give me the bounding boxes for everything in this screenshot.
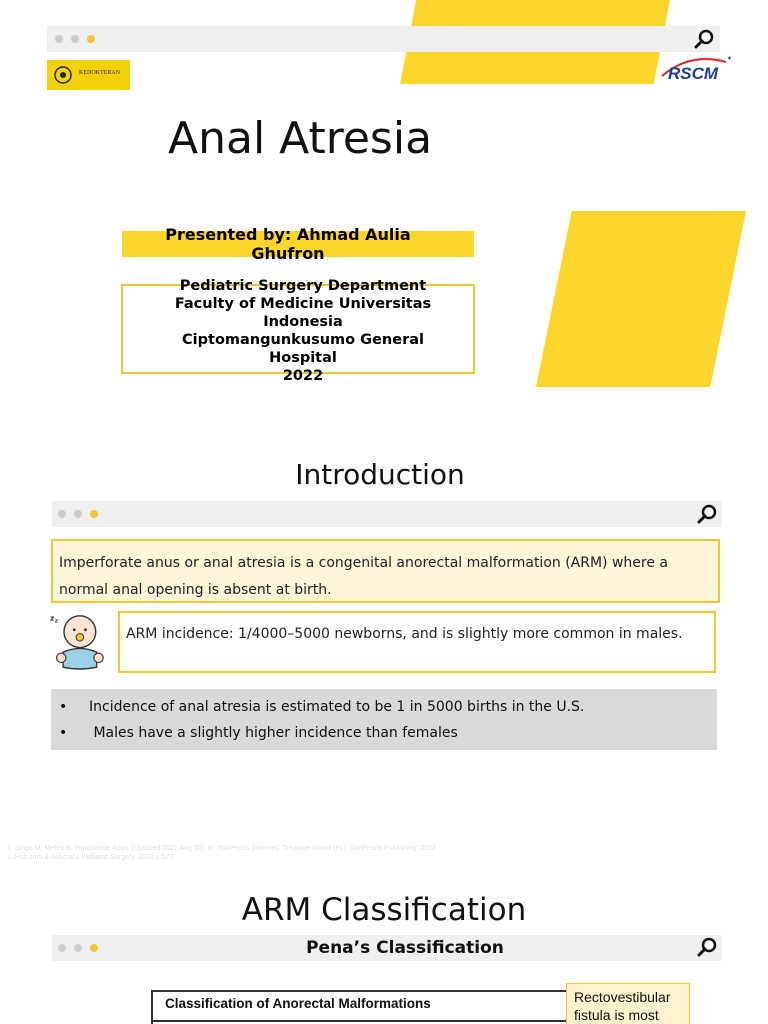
affiliation-line: Pediatric Surgery Department [179,278,427,294]
reference-line: 1. Singh M, Mehra K. Imperforate Anus. [Updated 2021 Aug 30]. In: StatPearls [Internet]. Treasure Island (FL): StatPearls Publishing; 2022 [7,845,436,852]
affiliation-text [160,277,446,385]
rscm-logo [656,54,736,88]
search-icon [696,503,718,525]
table-title: Classification of Anorectal Malformations [165,996,431,1011]
rscm-logo-text: RSCM [668,64,719,83]
window-dot-icon [71,35,79,43]
bullet-text: Incidence of anal atresia is estimated to be 1 in 5000 births in the U.S. [89,699,585,715]
browser-bar [47,26,720,52]
university-seal-icon [53,65,73,85]
slide-classification [0,868,768,1024]
window-dot-icon [74,510,82,518]
presenter-name: Presented by: Ahmad Aulia Ghufron [165,225,411,263]
classification-heading: ARM Classification [241,892,527,928]
decor-parallelogram-right [536,211,746,387]
affiliation-line: Ciptomangunkusumo General Hospital [182,332,424,366]
baby-icon [50,609,106,673]
introduction-heading: Introduction [295,458,465,491]
bullet-list [53,694,713,746]
window-dot-icon [58,510,66,518]
incidence-text: ARM incidence: 1/4000–5000 newborns, and is slightly more common in males. [126,626,683,642]
logo-text: KEDOKTERAN [79,70,120,76]
window-dot-icon [90,510,98,518]
svg-text:z: z [54,618,58,625]
classification-table [151,990,569,1024]
browser-bar [52,501,722,527]
classification-subheading: Pena’s Classification [306,938,504,958]
search-icon [693,28,715,50]
slide-introduction [0,432,768,838]
fk-logo [47,60,130,90]
callout-text: Rectovestibular fistula is most [574,989,671,1023]
slide-title-text: Anal Atresia [168,113,433,164]
definition-text: Imperforate anus or anal atresia is a congenital anorectal malformation (ARM) where a normal anal opening is absent at birth. [59,555,668,598]
affiliation-line: 2022 [282,368,324,384]
affiliation-line: Faculty of Medicine Universitas Indonesia [174,296,432,330]
slide-title [0,0,768,410]
browser-bar [52,935,722,961]
svg-text:z: z [50,613,55,623]
table-title-rule [153,1020,567,1022]
references-text [7,844,767,862]
bullet-item: • Males have a slightly higher incidence than females [59,725,458,741]
bullet-item: • Incidence of anal atresia is estimated to be 1 in 5000 births in the U.S. [59,699,585,715]
bullet-text: Males have a slightly higher incidence than females [89,725,458,741]
window-dot-icon [87,35,95,43]
reference-line: 2. Holcomb & Ashcraf's Pediatric Surgery. 2020 p.577 [7,854,174,861]
window-dot-icon [55,35,63,43]
